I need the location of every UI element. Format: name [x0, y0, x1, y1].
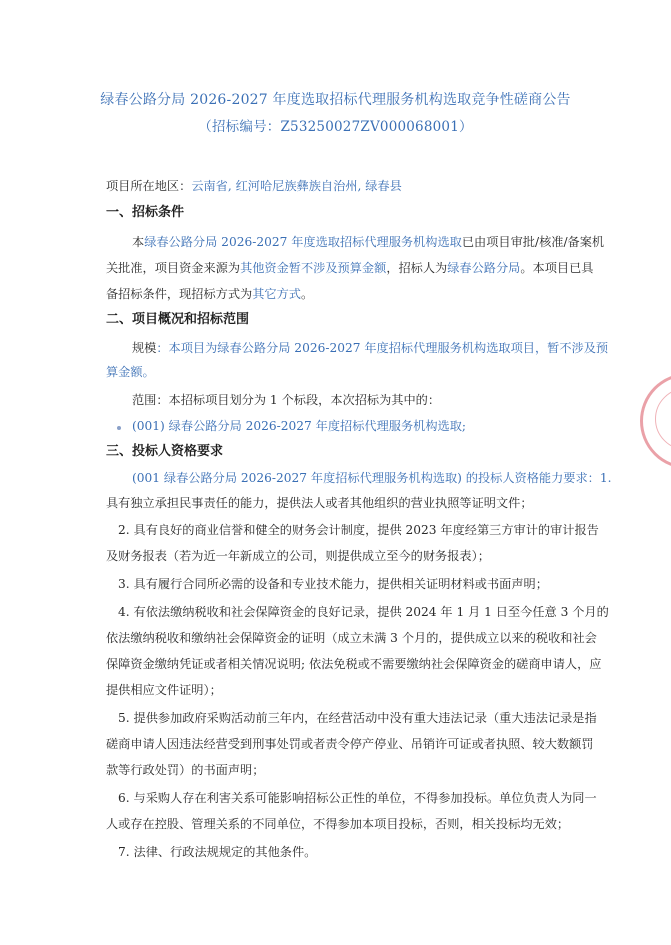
s3-line: 具有独立承担民事责任的能力，提供法人或者其他组织的营业执照等证明文件； — [106, 496, 533, 510]
s2-line-2: 算金额。 — [106, 365, 155, 379]
s1-text: 。本项目已具 — [520, 261, 594, 275]
s1-text: 已由项目审批/核准/备案机 — [461, 235, 605, 249]
s1-tender-method: 其它方式 — [252, 287, 301, 301]
s1-fund-source: 其他资金暂不涉及预算金额 — [240, 261, 387, 275]
seal-inner-ring — [655, 388, 671, 450]
s3-line: 3. 具有履行合同所必需的设备和专业技术能力，提供相关证明材料或书面声明； — [118, 577, 548, 591]
s3-line: 2. 具有良好的商业信誉和健全的财务会计制度，提供 2023 年度经第三方审计的审计报告 — [118, 523, 599, 537]
s2-line-4: (001) 绿春公路分局 2026-2027 年度招标代理服务机构选取; — [132, 419, 467, 433]
s3-line: 人或存在控股、管理关系的不同单位，不得参加本项目投标，否则，相关投标均无效； — [106, 817, 570, 831]
s3-line: (001 绿春公路分局 2026-2027 年度招标代理服务机构选取) 的投标人资格能力要求：1. — [132, 471, 612, 485]
section-1-heading: 一、招标条件 — [106, 205, 185, 220]
s1-line-1 — [132, 234, 604, 250]
s2-line-3: 范围：本招标项目划分为 1 个标段，本次招标为其中的： — [132, 393, 441, 407]
s3-line: 磋商申请人因违法经营受到刑事处罚或者责令停产停业、吊销许可证或者执照、较大数额罚 — [106, 737, 594, 751]
s2-text: 规模 — [132, 341, 157, 355]
s3-line: 及财务报表（若为近一年新成立的公司，则提供成立至今的财务报表）； — [106, 549, 490, 563]
s1-text: 关批准，项目资金来源为 — [106, 261, 241, 275]
s1-project-name: 绿春公路分局 2026-2027 年度选取招标代理服务机构选取 — [144, 235, 462, 249]
s3-line: 6. 与采购人存在利害关系可能影响招标公正性的单位，不得参加投标。单位负责人为同一 — [118, 791, 597, 805]
s2-scale: ：本项目为绿春公路分局 2026-2027 年度招标代理服务机构选取项目，暂不涉及预 — [156, 341, 609, 355]
s2-line-1 — [132, 340, 608, 356]
bullet-mark — [117, 426, 121, 430]
s3-line: 保障资金缴纳凭证或者相关情况说明; 依法免税或不需要缴纳社会保障资金的磋商申请人，应 — [106, 657, 602, 671]
s1-text: 备招标条件，现招标方式为 — [106, 287, 253, 301]
s1-line-3 — [106, 286, 313, 302]
s1-text: ，招标人为 — [386, 261, 448, 275]
official-seal — [640, 373, 671, 469]
s3-line: 4. 有依法缴纳税收和社会保障资金的良好记录，提供 2024 年 1 月 1 日至今任意 3 个月的 — [118, 605, 609, 619]
section-2-heading: 二、项目概况和招标范围 — [106, 312, 250, 327]
location-label: 项目所在地区： — [106, 179, 192, 193]
s3-line: 依法缴纳税收和缴纳社会保障资金的证明（成立未满 3 个月的，提供成立以来的税收和社会 — [106, 631, 597, 645]
document-title: 绿春公路分局 2026-2027 年度选取招标代理服务机构选取竞争性磋商公告 — [100, 92, 571, 108]
section-3-heading: 三、投标人资格要求 — [106, 444, 224, 459]
s1-text: 。 — [301, 287, 314, 301]
s3-line: 提供相应文件证明）； — [106, 683, 222, 697]
project-location — [106, 178, 402, 194]
tender-number: （招标编号：Z53250027ZV000068001） — [198, 119, 473, 135]
s1-text: 本 — [132, 235, 145, 249]
s3-line: 7. 法律、行政法规规定的其他条件。 — [118, 845, 317, 859]
s1-tenderer: 绿春公路分局 — [447, 261, 521, 275]
s1-line-2 — [106, 260, 594, 276]
s3-line: 5. 提供参加政府采购活动前三年内，在经营活动中没有重大违法记录（重大违法记录是指 — [118, 711, 597, 725]
location-value: 云南省, 红河哈尼族彝族自治州, 绿春县 — [191, 179, 402, 193]
s3-line: 款等行政处罚）的书面声明； — [106, 763, 265, 777]
